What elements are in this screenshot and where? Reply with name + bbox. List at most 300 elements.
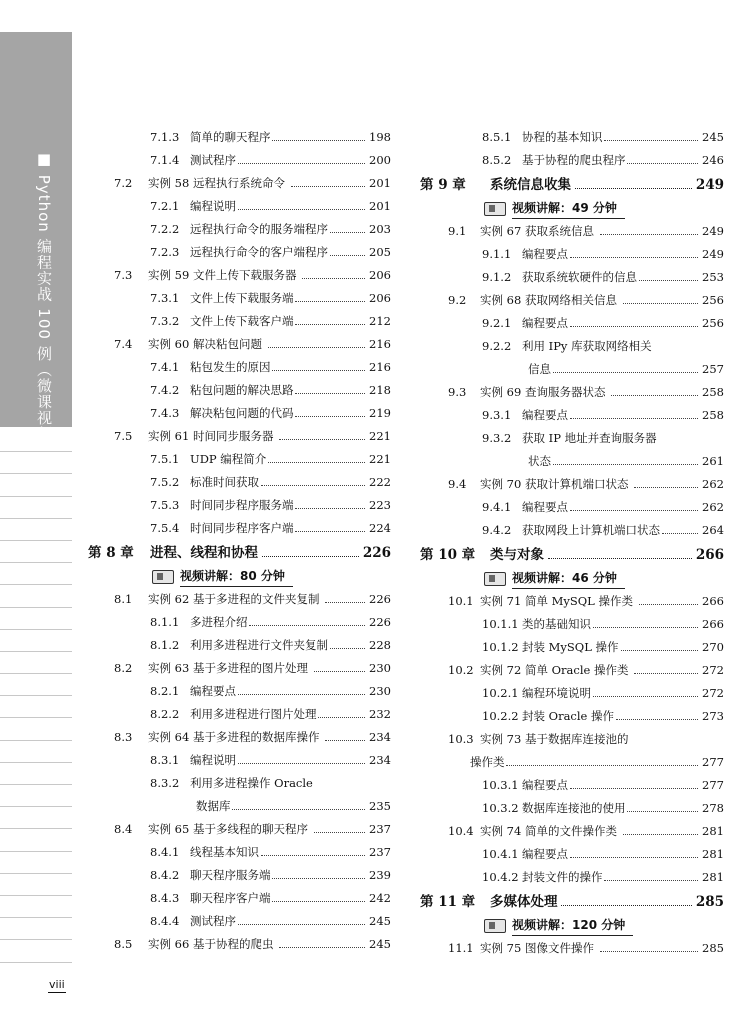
dot-leader [548,538,692,559]
page-number: viii [49,978,65,991]
toc-page: 246 [702,153,724,167]
toc-page: 281 [702,824,724,838]
toc-title: 时间同步程序服务端 [190,498,294,512]
toc-page: 224 [369,521,391,535]
side-rule [0,874,72,896]
toc-page: 239 [369,868,391,882]
toc-number: 8.4.4 [150,914,180,928]
toc-page: 228 [369,638,391,652]
dot-leader [634,655,698,674]
toc-number: 9.4.2 [482,523,512,537]
toc-page: 201 [369,176,391,190]
dot-leader [330,237,365,256]
toc-number: 8.4.2 [150,868,180,882]
toc-page: 206 [369,291,391,305]
dot-leader [325,722,365,741]
video-icon [152,570,174,584]
toc-title: 获取网段上计算机端口状态 [522,523,660,537]
toc-title: 时间同步程序客户端 [190,521,294,535]
dot-leader [570,400,698,419]
dot-leader [268,444,365,463]
toc-page: 277 [702,778,724,792]
dot-leader [325,584,365,603]
toc-page: 273 [702,709,724,723]
toc-number: 10.2.2 [482,709,519,723]
toc-subsection [420,335,724,381]
chapter-heading [420,172,724,198]
toc-number: 9.1.1 [482,247,512,261]
toc-title: 粘包问题的解决思路 [190,383,294,397]
dot-leader [279,929,365,948]
toc-title: 实例 60 解决粘包问题 [148,337,262,351]
toc-number: 10.3.2 [482,801,519,815]
dot-leader [553,354,698,373]
video-duration: 视频讲解：80 分钟 [180,566,293,587]
toc-page: 272 [702,686,724,700]
chapter-page: 249 [695,177,724,193]
toc-number: 7.5.4 [150,521,180,535]
toc-title: 标准时间获取 [190,475,259,489]
toc-page: 245 [369,914,391,928]
toc-number: 8.3.1 [150,753,180,767]
toc-number: 10.2 [448,663,474,677]
toc-right-column [420,126,724,960]
toc-page: 234 [369,753,391,767]
side-rule [0,829,72,851]
dot-leader [570,308,698,327]
dot-leader [616,701,698,720]
toc-page: 222 [369,475,391,489]
toc-page: 285 [702,941,724,955]
chapter-heading [88,540,391,566]
toc-title: 实例 62 基于多进程的文件夹复制 [148,592,320,606]
toc-page: 262 [702,500,724,514]
toc-page: 206 [369,268,391,282]
toc-number: 8.5.2 [482,153,512,167]
toc-subsection [420,404,724,427]
toc-title: 线程基本知识 [190,845,259,859]
toc-title: 实例 71 简单 MySQL 操作类 [480,594,633,608]
dot-leader [593,609,698,628]
toc-title: 实例 68 获取网络相关信息 [480,293,617,307]
toc-title: 利用多进程进行图片处理 [190,707,317,721]
toc-number: 8.5.1 [482,130,512,144]
dot-leader [570,839,698,858]
toc-title: 利用多进程操作 Oracle [190,776,313,790]
toc-number: 9.4 [448,477,467,491]
toc-number: 9.2 [448,293,467,307]
toc-page: 237 [369,822,391,836]
toc-number: 7.5 [114,429,133,443]
video-icon [484,919,506,933]
dot-leader [272,352,365,371]
toc-title: 简单的聊天程序 [190,130,271,144]
video-duration: 视频讲解：120 分钟 [512,915,633,936]
toc-number: 8.4.1 [150,845,180,859]
toc-number: 7.5.2 [150,475,180,489]
toc-title-continued: 状态 [528,454,551,468]
dot-leader [570,239,698,258]
toc-subsection [420,705,724,728]
toc-number: 8.3 [114,730,133,744]
dot-leader [279,421,365,440]
toc-page: 277 [702,755,724,769]
toc-page: 281 [702,870,724,884]
toc-number: 7.2.2 [150,222,180,236]
toc-title: 基于协程的爬虫程序 [522,153,626,167]
toc-number: 10.4.2 [482,870,519,884]
toc-subsection [420,427,724,473]
toc-title: 数据库连接池的使用 [522,801,626,815]
toc-title: 编程要点 [522,316,568,330]
toc-page: 245 [369,937,391,951]
side-rule [0,541,72,563]
toc-page: 237 [369,845,391,859]
toc-title: 利用多进程进行文件夹复制 [190,638,328,652]
side-rule [0,674,72,696]
toc-page: 205 [369,245,391,259]
toc-number: 8.4.3 [150,891,180,905]
toc-number: 7.5.1 [150,452,180,466]
video-icon [484,202,506,216]
toc-page: 218 [369,383,391,397]
toc-title: 封装文件的操作 [522,870,603,884]
chapter-heading [420,542,724,568]
side-rule [0,896,72,918]
toc-title: 实例 61 时间同步服务器 [148,429,274,443]
side-rule [0,652,72,674]
toc-page: 223 [369,498,391,512]
dot-leader [238,745,365,764]
toc-title: 实例 58 远程执行系统命令 [148,176,285,190]
toc-number: 10.3 [448,732,474,746]
toc-title: 解决粘包问题的代码 [190,406,294,420]
toc-page: 242 [369,891,391,905]
toc-number: 7.5.3 [150,498,180,512]
toc-number: 7.2 [114,176,133,190]
toc-page: 266 [702,594,724,608]
toc-number: 7.4 [114,337,133,351]
dot-leader [238,145,365,164]
dot-leader [570,770,698,789]
dot-leader [272,883,365,902]
dot-leader [561,885,691,906]
toc-title: 实例 75 图像文件操作 [480,941,594,955]
toc-page: 235 [369,799,391,813]
toc-number: 8.5 [114,937,133,951]
toc-page: 201 [369,199,391,213]
toc-title: 编程环境说明 [522,686,591,700]
dot-leader [295,490,365,509]
toc-number: 7.2.3 [150,245,180,259]
toc-page: 281 [702,847,724,861]
toc-number: 9.3.1 [482,408,512,422]
dot-leader [621,632,699,651]
video-icon [484,572,506,586]
dot-leader [295,513,365,532]
toc-number: 7.1.4 [150,153,180,167]
dot-leader [262,536,359,557]
toc-number: 7.3.1 [150,291,180,305]
toc-title: 封装 MySQL 操作 [522,640,619,654]
chapter-heading [420,889,724,915]
toc-page: 221 [369,429,391,443]
toc-page: 264 [702,523,724,537]
chapter-page: 226 [362,545,391,561]
dot-leader [506,747,698,766]
toc-title: 编程要点 [522,408,568,422]
toc-number: 7.3.2 [150,314,180,328]
dot-leader [318,699,365,718]
toc-number: 8.1.2 [150,638,180,652]
dot-leader [295,283,365,302]
chapter-title: 系统信息收集 [490,177,571,193]
toc-page: 232 [369,707,391,721]
toc-title: 封装 Oracle 操作 [522,709,615,723]
toc-number: 7.4.3 [150,406,180,420]
toc-number: 9.3 [448,385,467,399]
side-rule [0,430,72,452]
toc-title: 实例 66 基于协程的爬虫 [148,937,274,951]
side-rule [0,563,72,585]
toc-title-continued: 信息 [528,362,551,376]
toc-title: 实例 59 文件上传下载服务器 [148,268,297,282]
toc-subsection [420,312,724,335]
toc-number: 9.4.1 [482,500,512,514]
dot-leader [232,791,365,810]
toc-title: 实例 73 基于数据库连接池的 [480,732,629,746]
toc-number: 7.1.3 [150,130,180,144]
side-rule [0,630,72,652]
dot-leader [634,469,698,488]
toc-page: 256 [702,293,724,307]
toc-title: UDP 编程简介 [190,452,267,466]
chapter-title: 类与对象 [490,547,544,563]
dot-leader [593,678,698,697]
video-duration: 视频讲解：46 分钟 [512,568,625,589]
dot-leader [639,262,698,281]
toc-page: 200 [369,153,391,167]
toc-title: 多进程介绍 [190,615,248,629]
toc-number: 10.1.2 [482,640,519,654]
toc-title: 实例 74 简单的文件操作类 [480,824,617,838]
side-ruled-lines [0,430,72,963]
toc-page: 234 [369,730,391,744]
dot-leader [604,862,698,881]
toc-page: 219 [369,406,391,420]
toc-subsection [88,749,391,772]
chapter-number: 第 11 章 [420,894,476,910]
toc-number: 10.4 [448,824,474,838]
toc-number: 7.3 [114,268,133,282]
toc-title: 实例 69 查询服务器状态 [480,385,606,399]
side-rule [0,741,72,763]
toc-title: 文件上传下载客户端 [190,314,294,328]
toc-title: 实例 65 基于多线程的聊天程序 [148,822,308,836]
dot-leader [295,375,365,394]
dot-leader [291,168,365,187]
side-rule [0,918,72,940]
toc-number: 9.2.1 [482,316,512,330]
toc-title: 编程要点 [522,778,568,792]
toc-title: 利用 IPy 库获取网络相关 [522,339,652,353]
toc-title: 文件上传下载服务端 [190,291,294,305]
toc-page: 270 [702,640,724,654]
chapter-title: 多媒体处理 [490,894,558,910]
dot-leader [639,586,698,605]
side-rule [0,452,72,474]
toc-page: 230 [369,661,391,675]
dot-leader [600,933,698,952]
toc-title: 远程执行命令的服务端程序 [190,222,328,236]
dot-leader [314,653,365,672]
toc-number: 8.4 [114,822,133,836]
toc-page: 258 [702,408,724,422]
toc-page: 203 [369,222,391,236]
toc-page: 249 [702,247,724,261]
toc-title: 测试程序 [190,153,236,167]
toc-page: 245 [702,130,724,144]
toc-number: 9.2.2 [482,339,512,353]
side-rule [0,852,72,874]
side-rule [0,696,72,718]
dot-leader [261,467,365,486]
toc-number: 7.4.2 [150,383,180,397]
dot-leader [261,837,365,856]
toc-title: 聊天程序服务端 [190,868,271,882]
toc-section [420,728,724,774]
dot-leader [302,260,365,279]
toc-number: 10.1.1 [482,617,519,631]
toc-number: 8.1 [114,592,133,606]
side-rule [0,519,72,541]
dot-leader [238,191,365,210]
toc-title: 远程执行命令的客户端程序 [190,245,328,259]
toc-number: 10.4.1 [482,847,519,861]
toc-page: 256 [702,316,724,330]
side-rule [0,474,72,496]
toc-page: 266 [702,617,724,631]
toc-title: 测试程序 [190,914,236,928]
side-rule [0,585,72,607]
toc-title: 编程要点 [522,247,568,261]
toc-title: 编程要点 [522,847,568,861]
toc-number: 9.1 [448,224,467,238]
toc-title: 协程的基本知识 [522,130,603,144]
toc-page: 249 [702,224,724,238]
chapter-number: 第 8 章 [88,545,134,561]
dot-leader [604,122,698,141]
toc-page: 226 [369,592,391,606]
toc-number: 7.4.1 [150,360,180,374]
toc-number: 8.2 [114,661,133,675]
side-tab [0,32,72,474]
toc-number: 10.2.1 [482,686,519,700]
dot-leader [570,492,698,511]
toc-title: 实例 67 获取系统信息 [480,224,594,238]
book-title: ■ Python 编程实战 100 例（微课视频版） [35,150,53,474]
toc-page: 262 [702,477,724,491]
toc-title: 编程说明 [190,199,236,213]
toc-section [420,937,724,960]
toc-number: 8.3.2 [150,776,180,790]
toc-title: 粘包发生的原因 [190,360,271,374]
dot-leader [627,793,698,812]
toc-title: 实例 64 基于多进程的数据库操作 [148,730,320,744]
toc-page: 257 [702,362,724,376]
dot-leader [623,816,698,835]
chapter-page: 285 [695,894,724,910]
toc-number: 10.1 [448,594,474,608]
toc-page: 216 [369,337,391,351]
toc-title-continued: 操作类 [470,755,505,769]
toc-title: 实例 72 简单 Oracle 操作类 [480,663,629,677]
dot-leader [238,906,365,925]
toc-page: 230 [369,684,391,698]
dot-leader [238,676,365,695]
chapter-title: 进程、线程和协程 [150,545,258,561]
toc-left-column [88,126,391,956]
toc-page: 261 [702,454,724,468]
toc-page: 221 [369,452,391,466]
dot-leader [249,607,365,626]
toc-number: 8.1.1 [150,615,180,629]
side-rule [0,608,72,630]
toc-number: 8.2.1 [150,684,180,698]
toc-number: 9.1.2 [482,270,512,284]
dot-leader [600,216,698,235]
dot-leader [611,377,698,396]
chapter-page: 266 [695,547,724,563]
toc-page: 253 [702,270,724,284]
dot-leader [295,306,365,325]
toc-section [88,933,391,956]
side-rule [0,785,72,807]
dot-leader [553,446,698,465]
dot-leader [314,814,365,833]
toc-title: 获取 IP 地址并查询服务器 [522,431,657,445]
toc-title: 编程要点 [522,500,568,514]
toc-number: 10.3.1 [482,778,519,792]
dot-leader [272,122,365,141]
toc-page: 258 [702,385,724,399]
toc-title: 实例 70 获取计算机端口状态 [480,477,629,491]
toc-page: 278 [702,801,724,815]
toc-title: 聊天程序客户端 [190,891,271,905]
toc-title: 编程要点 [190,684,236,698]
toc-number: 8.2.2 [150,707,180,721]
toc-title-continued: 数据库 [196,799,231,813]
dot-leader [575,168,692,189]
side-rule [0,718,72,740]
toc-title: 获取系统软硬件的信息 [522,270,637,284]
chapter-number: 第 10 章 [420,547,476,563]
side-rule [0,807,72,829]
toc-number: 7.2.1 [150,199,180,213]
toc-subsection [88,772,391,818]
toc-page: 226 [369,615,391,629]
dot-leader [268,329,365,348]
toc-page: 272 [702,663,724,677]
dot-leader [330,630,365,649]
video-duration: 视频讲解：49 分钟 [512,198,625,219]
dot-leader [330,214,365,233]
toc-title: 实例 63 基于多进程的图片处理 [148,661,308,675]
toc-title: 类的基础知识 [522,617,591,631]
side-rule [0,497,72,519]
side-rule [0,940,72,962]
chapter-number: 第 9 章 [420,177,466,193]
